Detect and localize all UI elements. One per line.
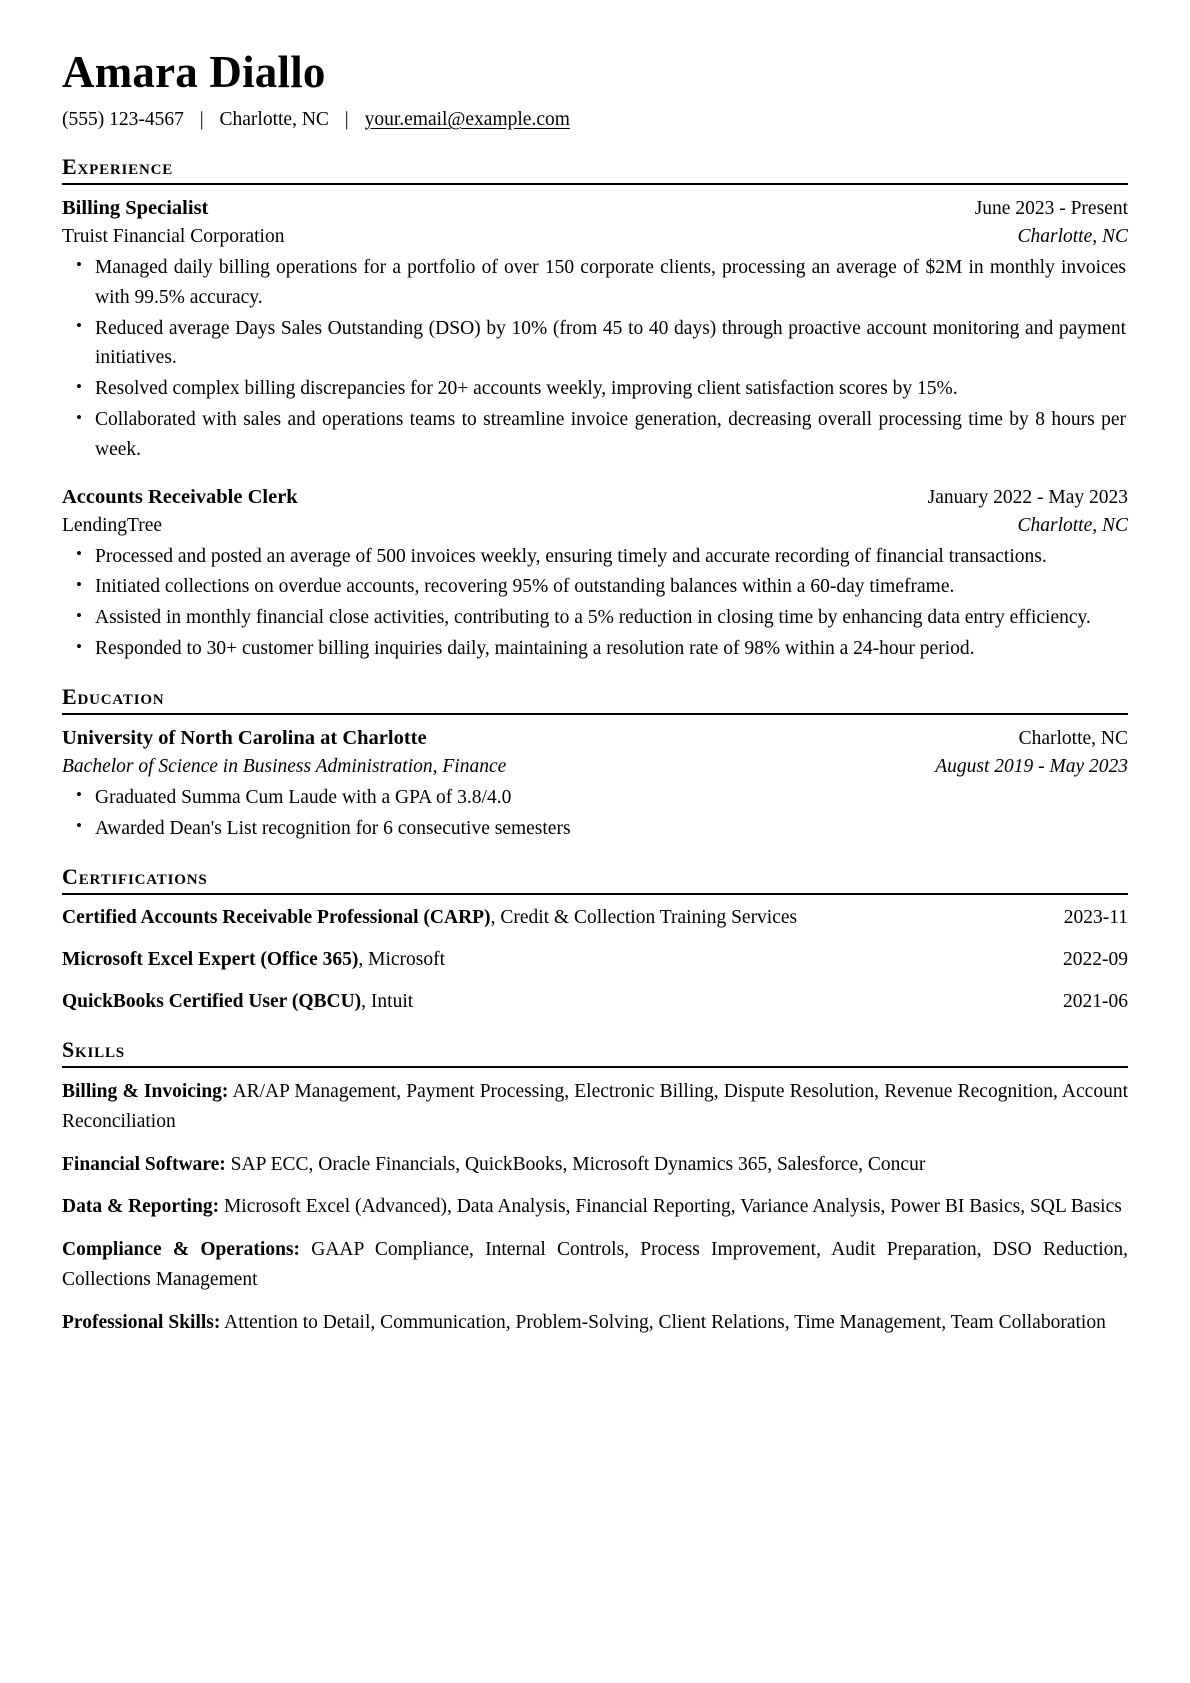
- certification-name: QuickBooks Certified User (QBCU): [62, 991, 362, 1013]
- job-date: January 2022 - May 2023: [927, 486, 1128, 508]
- education-entry-header: [62, 724, 1128, 753]
- certification-row: [62, 946, 1128, 974]
- contact-separator: |: [199, 108, 204, 130]
- list-item: • Processed and posted an average of 500 invoices weekly, ensuring timely and accurate recording of financial transactions.: [62, 542, 1128, 572]
- certification-issuer: , Intuit: [361, 991, 414, 1013]
- experience-entry: [62, 483, 1128, 664]
- skill-items: AR/AP Management, Payment Processing, Electronic Billing, Dispute Resolution, Revenue Recognition, Account Reconciliation: [62, 1080, 1128, 1132]
- certification-row: [62, 904, 1128, 932]
- section-divider: [62, 183, 1128, 185]
- job-location: Charlotte, NC: [1017, 514, 1128, 536]
- certification-issuer: , Credit & Collection Training Services: [490, 906, 798, 928]
- resume-header: [62, 48, 1128, 134]
- section-divider: [62, 1066, 1128, 1068]
- certification-date: 2022-09: [1063, 949, 1128, 971]
- school-location: Charlotte, NC: [1018, 728, 1128, 750]
- contact-separator: |: [344, 108, 349, 130]
- skill-row: [62, 1308, 1128, 1338]
- section-heading-skills: Skills: [62, 1036, 125, 1062]
- list-item: • Resolved complex billing discrepancies for 20+ accounts weekly, improving client satisfaction scores by 15%.: [62, 374, 1128, 404]
- certification-date: 2023-11: [1063, 906, 1128, 928]
- section-divider: [62, 713, 1128, 715]
- education-bullet-list: [62, 783, 1128, 844]
- skill-category: Compliance & Operations:: [62, 1239, 301, 1261]
- skills-section: [62, 1037, 1128, 1338]
- certification-name: Certified Accounts Receivable Professional (CARP): [62, 906, 491, 928]
- location-text: Charlotte, NC: [219, 108, 329, 130]
- experience-section: [62, 154, 1128, 664]
- skill-items: SAP ECC, Oracle Financials, QuickBooks, Microsoft Dynamics 365, Salesforce, Concur: [225, 1153, 926, 1175]
- education-period: August 2019 - May 2023: [935, 756, 1128, 778]
- education-entry-subheader: [62, 753, 1128, 781]
- section-divider: [62, 893, 1128, 895]
- experience-entry-header: [62, 483, 1128, 512]
- experience-entry-subheader: [62, 512, 1128, 540]
- experience-entry-subheader: [62, 223, 1128, 251]
- contact-line: [62, 105, 1128, 134]
- certification-date: 2021-06: [1063, 991, 1128, 1013]
- skill-row: [62, 1192, 1128, 1222]
- education-section: [62, 684, 1128, 844]
- list-item: • Initiated collections on overdue accounts, recovering 95% of outstanding balances within a 60-day timeframe.: [62, 572, 1128, 602]
- skill-items: Microsoft Excel (Advanced), Data Analysis, Financial Reporting, Variance Analysis, Power BI Basics, SQL Basics: [219, 1196, 1122, 1218]
- certification-label: [62, 946, 461, 974]
- degree-name: Bachelor of Science in Business Administration, Finance: [62, 756, 507, 778]
- education-entry: [62, 724, 1128, 843]
- list-item: • Managed daily billing operations for a portfolio of over 150 corporate clients, processing an average of $2M in monthly invoices with 99.5% accuracy.: [62, 253, 1128, 313]
- list-item: • Assisted in monthly financial close activities, contributing to a 5% reduction in closing time by enhancing data entry efficiency.: [62, 603, 1128, 633]
- job-location: Charlotte, NC: [1017, 226, 1128, 248]
- certification-issuer: , Microsoft: [358, 949, 446, 971]
- phone-text: (555) 123-4567: [62, 108, 184, 130]
- skill-items: Attention to Detail, Communication, Problem-Solving, Client Relations, Time Management, Team Collaboration: [220, 1311, 1106, 1333]
- skill-items: GAAP Compliance, Internal Controls, Process Improvement, Audit Preparation, DSO Reduction, Collections Management: [62, 1239, 1128, 1291]
- job-title: Accounts Receivable Clerk: [62, 485, 298, 508]
- experience-entry-header: [62, 194, 1128, 223]
- skill-category: Professional Skills:: [62, 1311, 221, 1333]
- list-item: • Graduated Summa Cum Laude with a GPA of 3.8/4.0: [62, 783, 1128, 813]
- certification-name: Microsoft Excel Expert (Office 365): [62, 949, 359, 971]
- school-name: University of North Carolina at Charlotte: [62, 727, 427, 750]
- list-item: • Reduced average Days Sales Outstanding (DSO) by 10% (from 45 to 40 days) through proactive account monitoring and payment initiatives.: [62, 314, 1128, 374]
- section-heading-certifications: Certifications: [62, 863, 208, 889]
- list-item: • Awarded Dean's List recognition for 6 consecutive semesters: [62, 814, 1128, 844]
- job-bullet-list: [62, 253, 1128, 465]
- skill-row: [62, 1235, 1128, 1295]
- email-link[interactable]: your.email@example.com: [364, 108, 570, 130]
- job-date: June 2023 - Present: [974, 198, 1128, 220]
- certifications-section: [62, 864, 1128, 1017]
- list-item: • Responded to 30+ customer billing inquiries daily, maintaining a resolution rate of 98% within a 24-hour period.: [62, 634, 1128, 664]
- certification-label: [62, 904, 813, 932]
- skill-category: Data & Reporting:: [62, 1196, 220, 1218]
- job-organization: LendingTree: [62, 514, 163, 536]
- list-item: • Collaborated with sales and operations teams to streamline invoice generation, decreasing overall processing time by 8 hours per week.: [62, 405, 1128, 465]
- page-title: Amara Diallo: [62, 47, 326, 97]
- job-bullet-list: [62, 542, 1128, 664]
- skill-row: [62, 1150, 1128, 1180]
- skill-row: [62, 1077, 1128, 1137]
- skill-category: Billing & Invoicing:: [62, 1080, 229, 1102]
- section-heading-experience: Experience: [62, 153, 174, 179]
- job-title: Billing Specialist: [62, 197, 209, 220]
- certification-label: [62, 988, 429, 1016]
- experience-entry: [62, 194, 1128, 465]
- section-heading-education: Education: [62, 683, 165, 709]
- certification-row: [62, 988, 1128, 1016]
- skill-category: Financial Software:: [62, 1153, 226, 1175]
- job-organization: Truist Financial Corporation: [62, 226, 285, 248]
